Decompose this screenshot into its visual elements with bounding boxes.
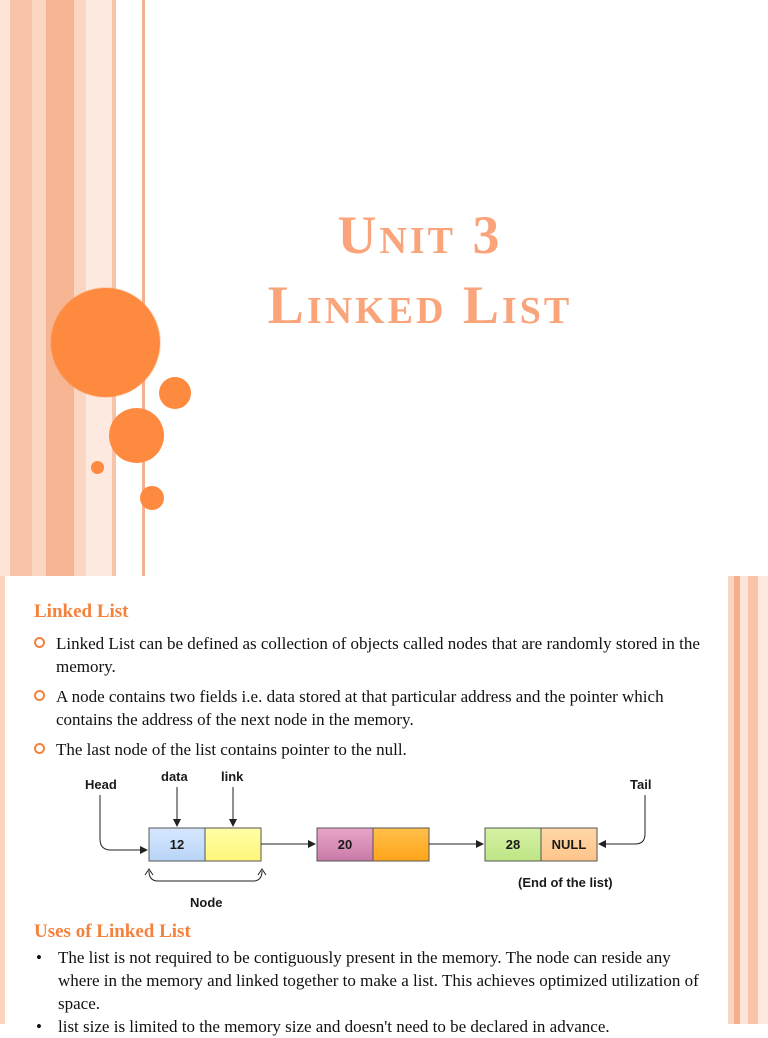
small-circle-decoration xyxy=(159,377,191,409)
data-label: data xyxy=(161,769,188,784)
slide-title xyxy=(150,200,690,340)
bullet-text: The list is not required to be contiguously present in the memory. The node can reside any where in the memory and linked together to make a list. This achieves optimized utilization of space. xyxy=(58,948,699,1013)
tiny-circle-decoration xyxy=(91,461,104,474)
head-arrow xyxy=(100,795,147,850)
list-item xyxy=(34,685,704,731)
section-heading-uses: Uses of Linked List xyxy=(34,921,191,942)
list-item xyxy=(34,738,704,761)
dot-bullet-icon: • xyxy=(36,1017,42,1036)
ring-bullet-icon xyxy=(34,637,45,648)
definition-bullets xyxy=(34,632,704,768)
bullet-text: list size is limited to the memory size and doesn't need to be declared in advance. xyxy=(58,1017,610,1036)
medium-circle-decoration xyxy=(109,408,164,463)
ring-bullet-icon xyxy=(34,690,45,701)
title-line-1: Unit 3 xyxy=(337,205,503,265)
list-item xyxy=(34,1015,704,1038)
ring-bullet-icon xyxy=(34,743,45,754)
linked-list-diagram xyxy=(0,771,700,921)
uses-bullets xyxy=(34,946,704,1038)
large-circle-decoration xyxy=(51,288,160,397)
node-3-value: 28 xyxy=(505,837,521,852)
end-of-list-label: (End of the list) xyxy=(518,875,613,890)
list-item xyxy=(34,946,704,1015)
title-line-2: Linked List xyxy=(267,275,573,335)
section-heading-linked-list: Linked List xyxy=(34,601,129,622)
node-label: Node xyxy=(190,895,223,910)
content-slide xyxy=(0,576,768,1036)
node-2-link-cell xyxy=(373,828,429,861)
node-1-value: 12 xyxy=(169,837,185,852)
node-2-value: 20 xyxy=(337,837,353,852)
link-label: link xyxy=(221,769,244,784)
bullet-text: The last node of the list contains pointer to the null. xyxy=(56,740,407,759)
null-pointer-label: NULL xyxy=(551,837,587,852)
dot-bullet-icon: • xyxy=(36,948,42,967)
head-label: Head xyxy=(85,777,117,792)
bullet-text: Linked List can be defined as collection of objects called nodes that are randomly stored in the memory. xyxy=(56,634,700,676)
node-1-link-cell xyxy=(205,828,261,861)
bullet-text: A node contains two fields i.e. data stored at that particular address and the pointer which contains the address of the next node in the memory. xyxy=(56,687,664,729)
decorative-stripes xyxy=(0,0,150,576)
tail-label: Tail xyxy=(630,777,652,792)
node-brace xyxy=(149,871,262,881)
small-circle-decoration-2 xyxy=(140,486,164,510)
list-item xyxy=(34,632,704,678)
right-decorative-stripes xyxy=(728,576,768,1024)
tail-arrow xyxy=(599,795,645,844)
